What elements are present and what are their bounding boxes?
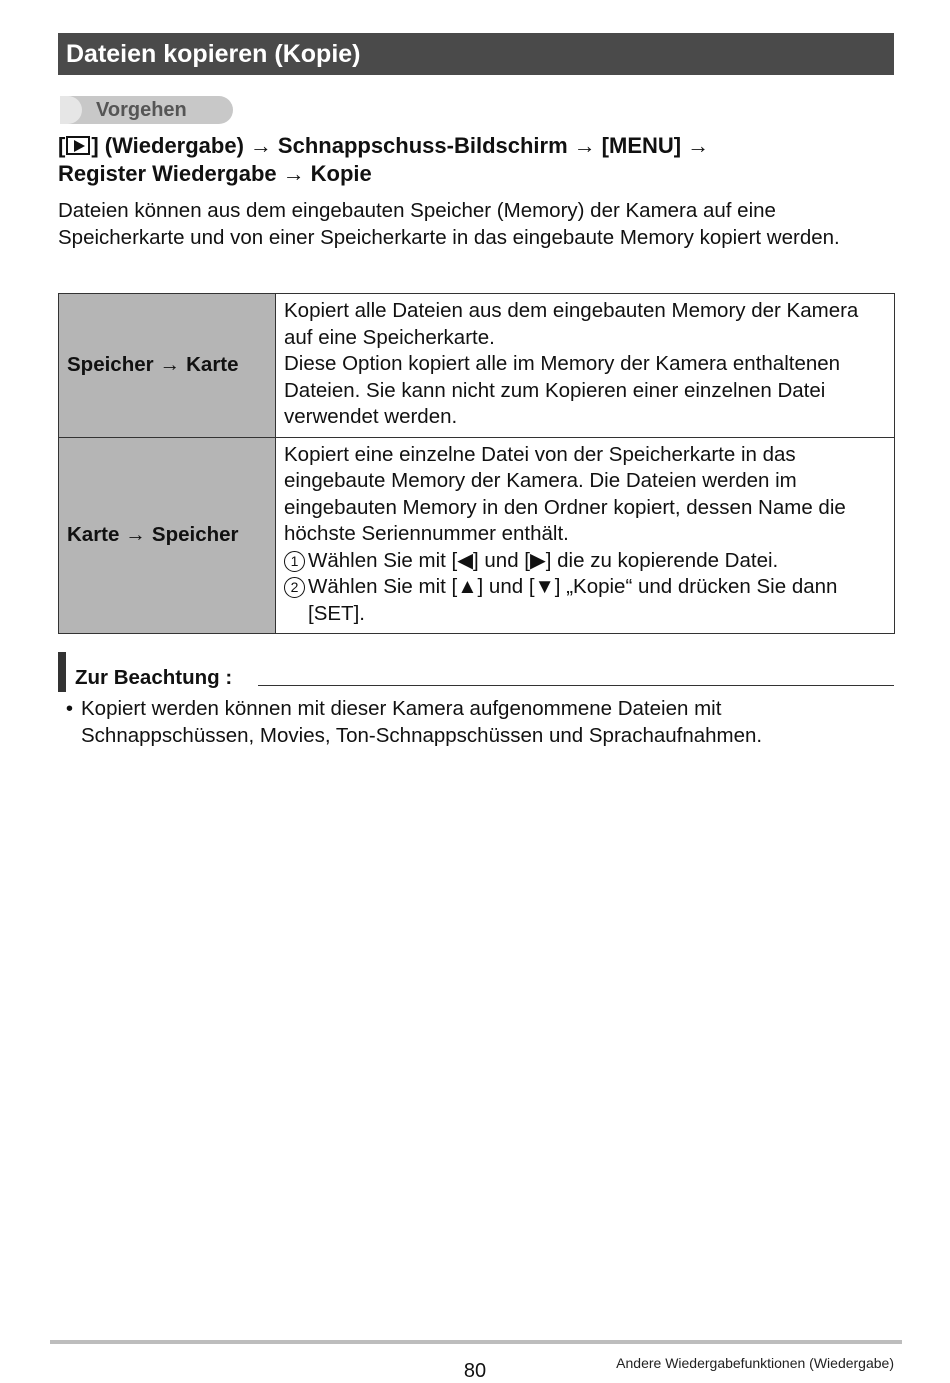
- option-to: Karte: [186, 353, 239, 376]
- step-item: [284, 548, 886, 575]
- path-arrow-3: →: [687, 133, 710, 158]
- option-description: [276, 294, 895, 438]
- list-item: [58, 696, 894, 749]
- option-from: Speicher: [67, 353, 154, 376]
- option-description: [276, 437, 895, 634]
- note-list: [58, 696, 894, 749]
- option-to: Speicher: [151, 523, 239, 546]
- step-number-circle: 1: [284, 551, 305, 572]
- footer-section-title: Andere Wiedergabefunktionen (Wiedergabe): [616, 1355, 894, 1371]
- option-arrow: →: [125, 523, 146, 546]
- bullet-icon: •: [65, 697, 74, 720]
- path-arrow-2: →: [573, 133, 596, 158]
- procedure-tab: [60, 96, 233, 124]
- footer-rule: [50, 1340, 902, 1344]
- option-desc-text: Kopiert eine einzelne Datei von der Speicherkarte in das eingebaute Memory der Kamera. Die Dateien werden im eingebauten Memory in den Ordner kopiert, dessen Name die höchste Seriennummer enthält.: [284, 442, 846, 545]
- note-divider: [258, 685, 894, 686]
- path-snapshot-screen: Schnappschuss-Bildschirm: [277, 133, 568, 158]
- step-text: Wählen Sie mit [▲] und [▼] „Kopie“ und drücken Sie dann [SET].: [308, 575, 838, 625]
- option-arrow: →: [159, 353, 181, 376]
- path-arrow-4: →: [282, 161, 305, 186]
- path-arrow-1: →: [249, 133, 272, 158]
- play-icon: [66, 136, 90, 155]
- intro-paragraph: Dateien können aus dem eingebauten Speicher (Memory) der Kamera auf eine Speicherkarte und von einer Speicherkarte in das eingebaute Memory kopiert werden.: [58, 199, 840, 249]
- menu-path-line-2: [58, 160, 894, 188]
- menu-path-line-1: [58, 132, 894, 160]
- path-copy: Kopie: [310, 161, 372, 186]
- option-label-memory-to-card: [59, 294, 276, 438]
- step-text: Wählen Sie mit [◀] und [▶] die zu kopierende Datei.: [308, 548, 779, 572]
- path-menu: [MENU]: [601, 133, 682, 158]
- menu-path: [58, 132, 894, 188]
- step-item: [284, 574, 886, 627]
- option-desc-text: Kopiert alle Dateien aus dem eingebauten Memory der Kamera auf eine Speicherkarte.: [284, 299, 859, 349]
- note-header: [58, 652, 894, 692]
- option-label-card-to-memory: [59, 437, 276, 634]
- procedure-tab-label: Vorgehen: [96, 99, 187, 121]
- note-bar: [58, 652, 66, 692]
- table-row: [59, 437, 895, 634]
- option-from: Karte: [67, 523, 120, 546]
- tab-notch-shape: [60, 96, 82, 124]
- table-row: [59, 294, 895, 438]
- page-number: 80: [463, 1360, 487, 1382]
- path-open-bracket: [: [58, 133, 66, 158]
- step-number-circle: 2: [284, 577, 305, 598]
- copy-options-table: [58, 293, 895, 634]
- path-playback-tab: Register Wiedergabe: [58, 161, 277, 186]
- page-title: Dateien kopieren (Kopie): [58, 33, 894, 75]
- note-text: Kopiert werden können mit dieser Kamera aufgenommene Dateien mit Schnappschüssen, Movies, Ton-Schnappschüssen und Sprachaufnahmen.: [81, 697, 763, 747]
- note-heading: Zur Beachtung :: [75, 666, 233, 689]
- path-playback: ] (Wiedergabe): [91, 133, 244, 158]
- option-desc-text-2: Diese Option kopiert alle im Memory der Kamera enthaltenen Dateien. Sie kann nicht zum Kopieren einer einzelnen Datei verwendet werden.: [284, 352, 841, 428]
